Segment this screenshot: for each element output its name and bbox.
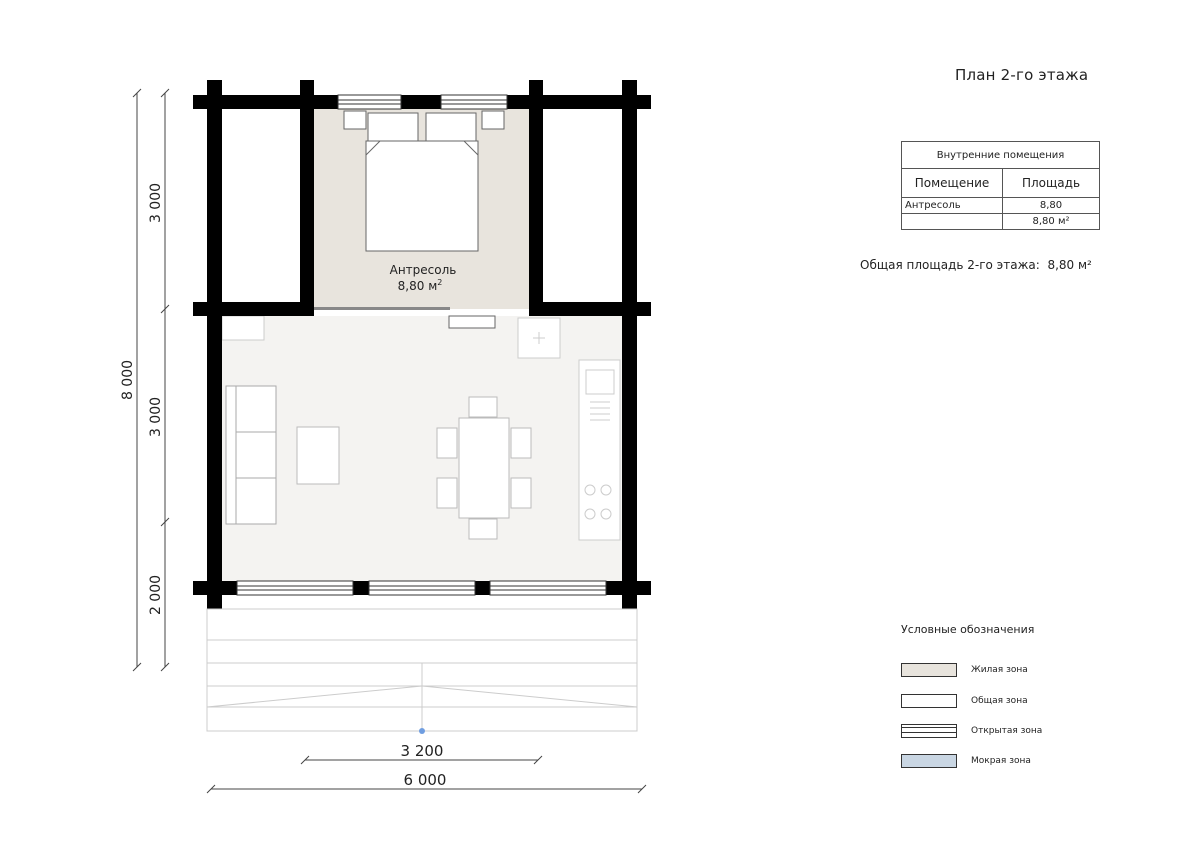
col-room-header: Помещение bbox=[902, 169, 1003, 198]
dim-seg-bottom: 2 000 bbox=[148, 574, 164, 616]
total-area-line bbox=[860, 258, 1092, 272]
terrace bbox=[207, 609, 637, 731]
dim-inner-width: 3 200 bbox=[400, 742, 444, 760]
total-area-value: 8,80 м² bbox=[1047, 258, 1092, 272]
dim-overall-height: 8 000 bbox=[120, 359, 136, 401]
table-row bbox=[902, 198, 1100, 214]
bottom-windows bbox=[237, 581, 606, 595]
room-name: Антресоль bbox=[389, 263, 457, 277]
legend-swatch-common bbox=[901, 694, 957, 708]
legend-label: Жилая зона bbox=[971, 665, 1028, 675]
mezzanine-window bbox=[449, 316, 495, 328]
rooms-table bbox=[901, 141, 1100, 230]
legend-label: Общая зона bbox=[971, 696, 1028, 706]
rooms-table-header: Внутренние помещения bbox=[902, 142, 1100, 169]
legend-item-open bbox=[901, 724, 1042, 738]
sofa bbox=[226, 386, 276, 524]
legend-swatch-wet bbox=[901, 754, 957, 768]
legend-item-wet bbox=[901, 754, 1031, 768]
area-cell: 8,80 bbox=[1003, 198, 1100, 214]
total-room-cell bbox=[902, 214, 1003, 230]
total-area-label: Общая площадь 2-го этажа: bbox=[860, 258, 1040, 272]
dim-overall-width: 6 000 bbox=[403, 771, 447, 789]
dim-seg-top: 3 000 bbox=[148, 182, 164, 224]
room-cell: Антресоль bbox=[902, 198, 1003, 214]
legend-label: Открытая зона bbox=[971, 726, 1043, 736]
legend-swatch-living bbox=[901, 663, 957, 677]
total-area-cell: 8,80 м² bbox=[1003, 214, 1100, 230]
open-floor-area bbox=[222, 316, 622, 581]
legend-item-living bbox=[901, 663, 1028, 677]
dim-seg-middle: 3 000 bbox=[148, 396, 164, 438]
legend-title: Условные обозначения bbox=[901, 623, 1035, 636]
room-area: 8,80 $м^2$ bbox=[397, 278, 443, 293]
col-area-header: Площадь bbox=[1003, 169, 1100, 198]
legend-item-common bbox=[901, 694, 1028, 708]
stair-box bbox=[222, 316, 264, 340]
railing bbox=[314, 307, 450, 310]
anchor-dot bbox=[419, 728, 425, 734]
coffee-table bbox=[297, 427, 339, 484]
legend-swatch-open bbox=[901, 724, 957, 738]
table-total-row bbox=[902, 214, 1100, 230]
sheet-title: План 2-го этажа bbox=[955, 66, 1089, 84]
legend-label: Мокрая зона bbox=[971, 756, 1031, 766]
